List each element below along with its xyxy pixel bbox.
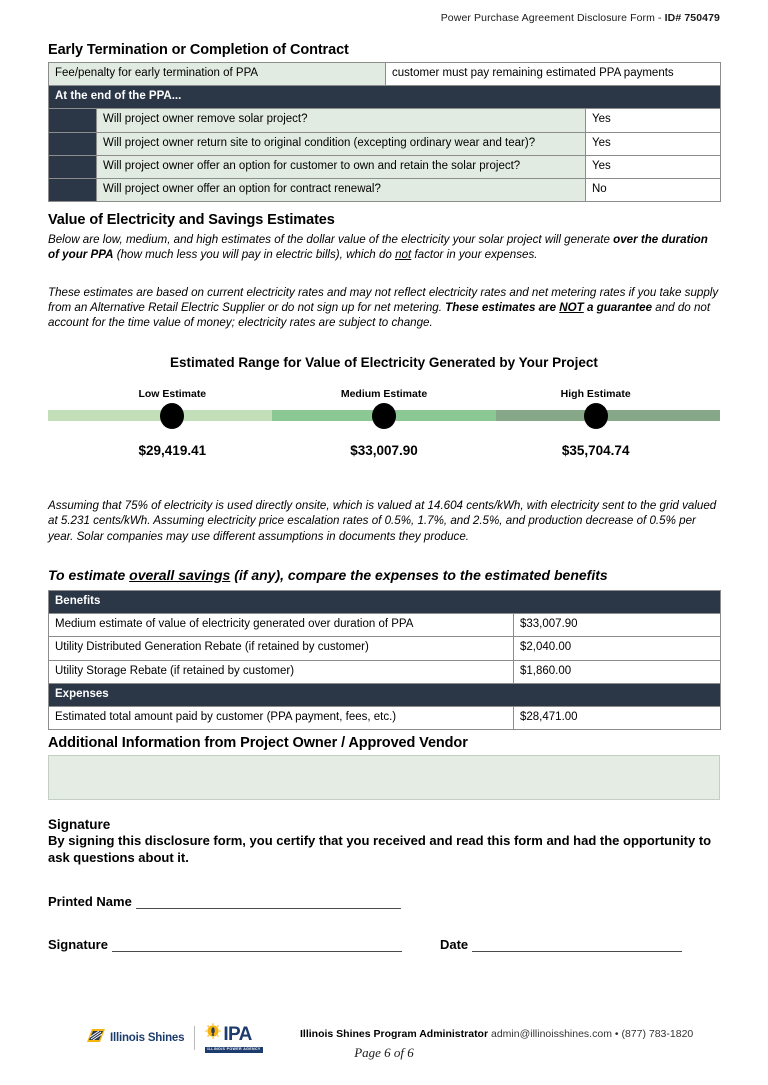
row-accent-bar <box>49 179 97 202</box>
signature-date-row <box>48 937 720 952</box>
assumptions-section <box>48 498 724 544</box>
row-accent-bar <box>49 155 97 178</box>
benefits-header: Benefits <box>49 591 721 614</box>
document-header-title: Power Purchase Agreement Disclosure Form - <box>440 12 665 24</box>
table-subheader-row <box>49 591 721 614</box>
chart-marker-low <box>160 403 184 429</box>
signature-certification-text: By signing this disclosure form, you certify that you received and read this form and had the opportunity to ask questions about it. <box>48 833 712 865</box>
answer-remove-solar-project: Yes <box>586 109 721 132</box>
row-accent-bar <box>49 132 97 155</box>
document-id: ID# 750479 <box>664 12 720 24</box>
answer-contract-renewal: No <box>586 179 721 202</box>
table-row <box>49 132 721 155</box>
chart-value-medium: $33,007.90 <box>350 443 418 458</box>
value-intro-not: not <box>395 248 412 262</box>
disclaimer-bold-not: NOT <box>559 300 584 314</box>
table-row <box>49 614 721 637</box>
value-section-title: Value of Electricity and Savings Estimates <box>48 212 335 228</box>
ipa-logo-text: IPA <box>223 1023 252 1045</box>
question-return-site: Will project owner return site to original condition (excepting ordinary wear and tear)? <box>97 132 586 155</box>
answer-own-and-retain: Yes <box>586 155 721 178</box>
table-row <box>49 109 721 132</box>
table-subheader-row <box>49 86 721 109</box>
ipa-logo-subtitle: ILLINOIS POWER AGENCY <box>207 1047 261 1051</box>
question-contract-renewal: Will project owner offer an option for contract renewal? <box>97 179 586 202</box>
benefit-amount-medium-estimate: $33,007.90 <box>514 614 721 637</box>
assumptions-text: Assuming that 75% of electricity is used directly onsite, which is valued at 14.604 cents/kWh, with electricity sent to the grid valued at 5.231 cents/kWh. Assuming electricity price escalation rates of 0.5%, 1.7%, and 2.5%, and production decrease of 0.5% per year. Solar companies may use different assumptions in documents they produce. <box>48 499 717 543</box>
answer-return-site: Yes <box>586 132 721 155</box>
benefit-label-storage-rebate: Utility Storage Rebate (if retained by customer) <box>49 660 514 683</box>
date-field[interactable] <box>472 938 682 952</box>
chart-gradient-bar <box>48 410 720 421</box>
chart-label-medium: Medium Estimate <box>340 388 428 400</box>
benefits-expenses-section <box>48 590 720 730</box>
value-disclaimer-paragraph <box>48 285 720 331</box>
table-row <box>49 155 721 178</box>
value-intro-bold: over the duration of your PPA <box>48 233 708 262</box>
signature-section <box>48 817 720 952</box>
savings-heading-part2: (if any), compare the expenses to the estimated benefits <box>230 567 608 583</box>
fee-penalty-label: Fee/penalty for early termination of PPA <box>49 63 386 86</box>
additional-information-section <box>48 735 720 800</box>
ipa-logo-top <box>205 1023 251 1045</box>
row-accent-bar <box>49 109 97 132</box>
date-label: Date <box>439 937 469 953</box>
page-number: Page 6 of 6 <box>354 1045 414 1060</box>
chart-value-labels <box>48 443 720 463</box>
benefit-label-dg-rebate: Utility Distributed Generation Rebate (if retained by customer) <box>49 637 514 660</box>
page-footer <box>0 1015 768 1077</box>
value-intro-paragraph <box>48 232 720 263</box>
question-own-and-retain: Will project owner offer an option for customer to own and retain the solar project? <box>97 155 586 178</box>
estimate-range-chart <box>48 355 720 463</box>
early-termination-title: Early Termination or Completion of Contract <box>48 42 349 58</box>
table-row <box>49 660 721 683</box>
disclaimer-bold2: a guarantee <box>583 300 653 314</box>
benefit-amount-dg-rebate: $2,040.00 <box>514 637 721 660</box>
expenses-header: Expenses <box>49 683 721 706</box>
table-row <box>49 637 721 660</box>
savings-heading-underlined: overall savings <box>129 567 231 583</box>
expense-label-total-paid: Estimated total amount paid by customer (PPA payment, fees, etc.) <box>49 707 514 730</box>
additional-information-title: Additional Information from Project Owner / Approved Vendor <box>48 735 468 751</box>
benefits-expenses-table <box>48 590 721 730</box>
signature-field[interactable] <box>112 938 402 952</box>
sun-bulb-icon <box>205 1023 221 1045</box>
value-intro-part3: factor in your expenses. <box>411 248 538 262</box>
question-remove-solar-project: Will project owner remove solar project? <box>97 109 586 132</box>
printed-name-row <box>48 894 720 909</box>
value-of-electricity-section <box>48 212 720 330</box>
chart-marker-high <box>584 403 608 429</box>
chart-category-labels <box>48 388 720 402</box>
disclaimer-part1: These estimates are based on current electricity rates and may not reflect electricity rates and net metering rates if you take supply from an Alternative Retail Electric Supplier or do not sign up for net metering. <box>48 285 719 314</box>
chart-segment-high <box>496 410 720 421</box>
footer-admin-rest: admin@illinoisshines.com • (877) 783-1820 <box>488 1028 694 1040</box>
early-termination-section <box>48 42 720 202</box>
chart-label-high: High Estimate <box>560 388 631 400</box>
fee-penalty-value: customer must pay remaining estimated PPA payments <box>386 63 721 86</box>
signature-title: Signature <box>48 817 111 832</box>
early-termination-table <box>48 62 721 202</box>
benefit-label-medium-estimate: Medium estimate of value of electricity generated over duration of PPA <box>49 614 514 637</box>
signature-label: Signature <box>48 937 108 953</box>
printed-name-field[interactable] <box>136 895 401 909</box>
chart-marker-medium <box>372 403 396 429</box>
table-row <box>49 707 721 730</box>
printed-name-label: Printed Name <box>48 894 132 910</box>
benefit-amount-storage-rebate: $1,860.00 <box>514 660 721 683</box>
value-intro-part1: Below are low, medium, and high estimates of the dollar value of the electricity your solar project will generate <box>48 233 614 246</box>
illinois-shines-logo-text: Illinois Shines <box>110 1031 185 1044</box>
end-of-ppa-subheader: At the end of the PPA... <box>49 86 721 109</box>
chart-label-low: Low Estimate <box>138 388 207 400</box>
table-subheader-row <box>49 683 721 706</box>
disclaimer-bold1: These estimates are <box>445 300 560 314</box>
savings-heading-part1: To estimate <box>48 567 130 583</box>
chart-value-high: $35,704.74 <box>561 443 630 458</box>
expense-amount-total-paid: $28,471.00 <box>514 707 721 730</box>
chart-title: Estimated Range for Value of Electricity Generated by Your Project <box>170 355 598 370</box>
footer-admin-bold: Illinois Shines Program Administrator <box>300 1028 489 1040</box>
table-row <box>49 63 721 86</box>
disclaimer-part2: and do not account for the time value of money; electricity rates are subject to change. <box>48 300 711 330</box>
chart-value-low: $29,419.41 <box>138 443 207 458</box>
value-intro-part2: (how much less you will pay in electric bills), which do <box>113 248 396 262</box>
document-header <box>441 12 720 24</box>
footer-admin-contact <box>300 1028 693 1040</box>
table-row <box>49 179 721 202</box>
savings-comparison-heading <box>48 567 724 583</box>
additional-information-box[interactable] <box>48 755 720 800</box>
